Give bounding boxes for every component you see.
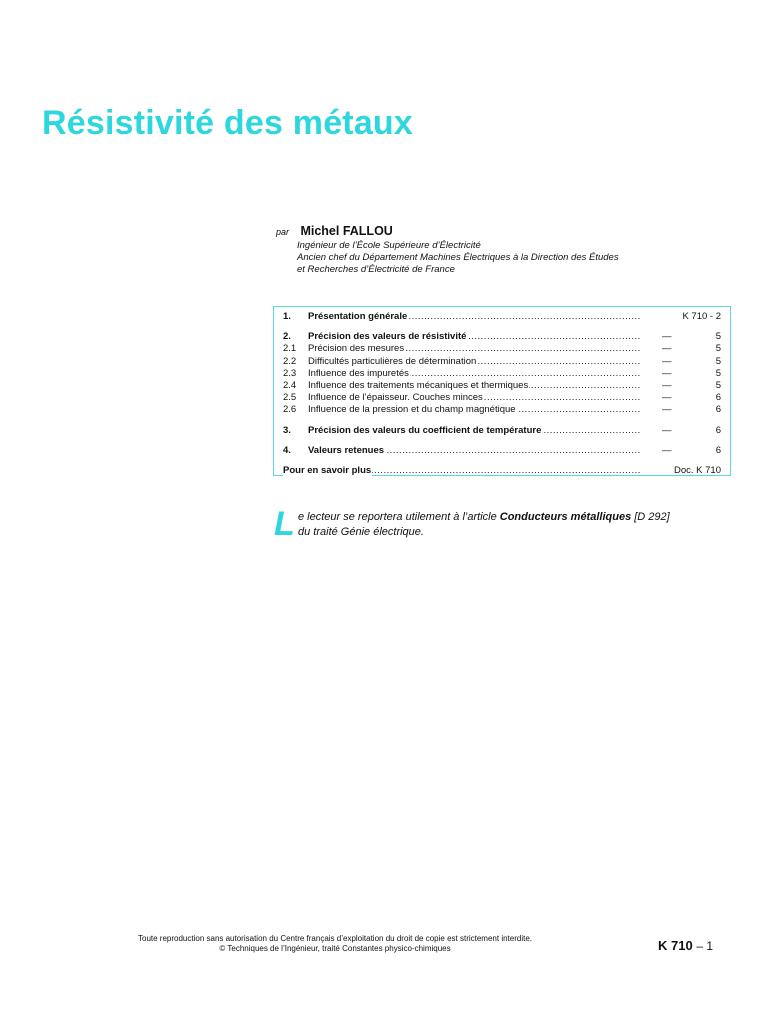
toc-page: 6 xyxy=(715,424,721,436)
toc-entry[interactable] xyxy=(283,343,721,355)
toc-number: 2. xyxy=(283,331,291,343)
toc-title: Pour en savoir plus xyxy=(283,465,372,477)
toc-number: 2.2 xyxy=(283,355,297,367)
copyright-notice xyxy=(130,934,540,954)
toc-title: Précision des mesures xyxy=(308,343,405,355)
affiliation-line: Ancien chef du Département Machines Électriques à la Direction des Études xyxy=(297,252,619,263)
author-affiliation xyxy=(297,240,746,276)
toc-number: 1. xyxy=(283,311,291,322)
toc-dash: — xyxy=(662,444,672,456)
article-reference[interactable]: Conducteurs métalliques xyxy=(499,511,632,523)
toc-number: 2.5 xyxy=(283,392,297,404)
toc-title: Influence des impuretés xyxy=(308,367,409,379)
toc-entry[interactable] xyxy=(283,425,721,437)
intro-text-line2: du traité Génie électrique. xyxy=(298,526,424,538)
toc-number: 2.1 xyxy=(283,343,297,355)
toc-page: 5 xyxy=(715,355,721,367)
doc-code: K 710 xyxy=(658,938,693,953)
toc-entry[interactable] xyxy=(283,465,721,477)
intro-text: e lecteur se reportera utilement à l’article xyxy=(298,511,500,523)
toc-entry[interactable] xyxy=(283,445,721,457)
intro-paragraph xyxy=(274,505,734,543)
toc-entry[interactable] xyxy=(283,404,721,416)
author-name: Michel FALLOU xyxy=(300,224,393,238)
toc-entry[interactable] xyxy=(283,392,721,404)
toc-dash: — xyxy=(662,343,672,355)
toc-title: Difficultés particulières de détermination xyxy=(308,355,477,367)
page-title: Résistivité des métaux xyxy=(42,104,414,142)
toc-title: Valeurs retenues xyxy=(308,444,385,456)
toc-entry[interactable] xyxy=(283,368,721,380)
toc-number: 3. xyxy=(283,424,291,436)
toc-page: Doc. K 710 xyxy=(674,465,721,477)
toc-entry[interactable] xyxy=(283,331,721,343)
copyright-line: © Techniques de l’Ingénieur, traité Constantes physico-chimiques xyxy=(219,944,451,953)
toc-number: 2.6 xyxy=(283,404,297,416)
toc-dash: — xyxy=(662,367,672,379)
toc-dash: — xyxy=(662,404,672,416)
article-code: [D 292] xyxy=(631,511,670,523)
copyright-line: Toute reproduction sans autorisation du Centre français d’exploitation du droit de copie est strictement interdite. xyxy=(138,934,532,943)
toc-title: Présentation générale xyxy=(308,311,408,322)
toc-number: 2.3 xyxy=(283,367,297,379)
toc-title: Influence de la pression et du champ magnétique xyxy=(308,404,516,416)
toc-title: Précision des valeurs de résistivité xyxy=(308,331,467,343)
toc-page: 5 xyxy=(715,367,721,379)
toc-title: Influence des traitements mécaniques et thermiques xyxy=(308,380,529,392)
toc-page: 5 xyxy=(715,343,721,355)
drop-cap: L xyxy=(274,505,295,543)
toc-page: K 710 - 2 xyxy=(682,311,721,322)
toc-title: Précision des valeurs du coefficient de température xyxy=(308,424,542,436)
toc-page: 5 xyxy=(715,331,721,343)
toc-entry[interactable] xyxy=(283,380,721,392)
table-of-contents xyxy=(273,306,731,476)
toc-number: 2.4 xyxy=(283,380,297,392)
toc-page: 6 xyxy=(715,392,721,404)
author-block xyxy=(276,222,746,276)
toc-page: 5 xyxy=(715,380,721,392)
toc-entry[interactable] xyxy=(283,356,721,368)
toc-number: 4. xyxy=(283,444,291,456)
author-prefix: par xyxy=(276,227,290,237)
toc-entry[interactable] xyxy=(283,311,721,323)
toc-dash: — xyxy=(662,331,672,343)
toc-page: 6 xyxy=(715,444,721,456)
affiliation-line: Ingénieur de l’École Supérieure d’Électricité xyxy=(297,240,481,251)
toc-dash: — xyxy=(662,392,672,404)
affiliation-line: et Recherches d’Électricité de France xyxy=(297,264,455,275)
toc-dash: — xyxy=(662,380,672,392)
toc-dash: — xyxy=(662,424,672,436)
toc-page: 6 xyxy=(715,404,721,416)
toc-dash: — xyxy=(662,355,672,367)
toc-title: Influence de l’épaisseur. Couches minces xyxy=(308,392,483,404)
page-reference xyxy=(658,938,713,953)
page-number: – 1 xyxy=(696,939,714,953)
